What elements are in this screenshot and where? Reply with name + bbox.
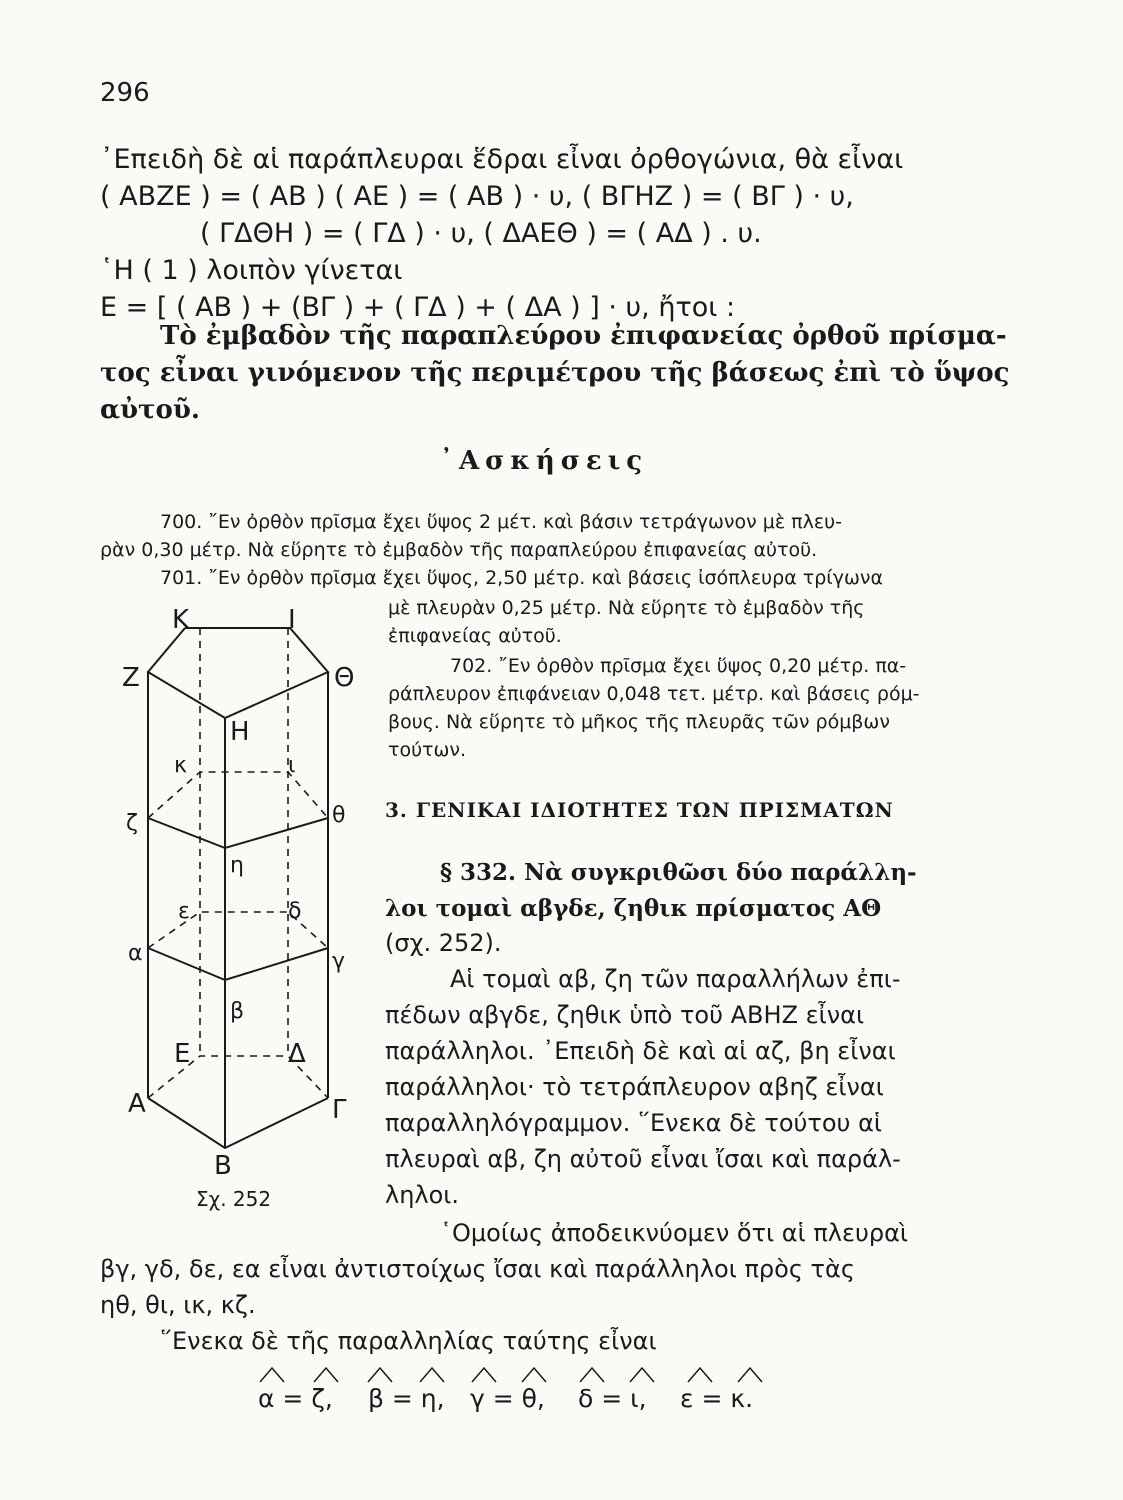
label-i: ι [288,753,296,778]
label-A: Α [128,1089,146,1119]
body-line: πέδων αβγδε, ζηθικ ὑπὸ τοῦ ΑΒΗΖ εἶναι [385,1001,865,1029]
label-a: α [128,941,143,966]
label-Z: Ζ [122,663,140,693]
section-upper [148,818,328,848]
exercises-heading: ᾿Ασκήσεις [440,446,649,476]
hat-mark [472,1368,496,1382]
bottom-base [148,1098,328,1148]
page-number: 296 [100,78,150,108]
exercise-line: βους. Νὰ εὕρητε τὸ μῆκος τῆς πλευρᾶς τῶν ρόμβων [388,711,890,733]
label-B: Β [214,1151,232,1181]
hat-mark [314,1368,338,1382]
section-lower [148,948,328,980]
label-g: γ [332,949,346,974]
paragraph-heading-line: § 332. Νὰ συγκριθῶσι δύο παράλλη- [440,859,917,886]
body-line: Αἱ τομαὶ αβ, ζη τῶν παραλλήλων ἐπι- [450,965,901,993]
angle-equality: β = η, [368,1384,445,1413]
hat-mark [260,1368,284,1382]
label-z: ζ [126,811,138,836]
exercise-line: 701. ῎Εν ὀρθὸν πρῖσμα ἔχει ὕψος, 2,50 μέτρ. καὶ βάσεις ἰσόπλευρα τρίγωνα [160,567,884,589]
angle-equality: δ = ι, [578,1384,647,1413]
hat-mark [688,1368,712,1382]
hat-mark [420,1368,444,1382]
prism-figure [110,600,380,1220]
angle-equality: α = ζ, [258,1384,333,1413]
theorem-line: τος εἶναι γινόμενον τῆς περιμέτρου τῆς βάσεως ἐπὶ τὸ ὕψος [100,358,1010,388]
label-d: δ [288,899,302,924]
label-eta: η [230,853,244,878]
intro-line: ( ΓΔΘΗ ) = ( ΓΔ ) · υ, ( ΔΑΕΘ ) = ( ΑΔ ) . υ. [200,218,762,249]
theorem-statement [100,318,1009,429]
label-D: Δ [288,1039,306,1069]
top-base [148,628,328,718]
label-k: κ [174,753,187,778]
intro-line: ῾Η ( 1 ) λοιπὸν γίνεται [100,255,403,286]
label-G: Γ [332,1095,347,1125]
exercise-line: ράπλευρον ἐπιφάνειαν 0,048 τετ. μέτρ. καὶ βάσεις ρόμ- [388,683,920,705]
label-Theta: Θ [334,663,355,693]
closing-line: ῞Ενεκα δὲ τῆς παραλληλίας ταύτης εἶναι [160,1327,657,1355]
exercise-line: ρὰν 0,30 μέτρ. Νὰ εὕρητε τὸ ἐμβαδὸν τῆς παραπλεύρου ἐπιφανείας αὐτοῦ. [100,539,818,561]
section-title: 3. ΓΕΝΙΚΑΙ ΙΔΙΟΤΗΤΕΣ ΤΩΝ ΠΡΙΣΜΑΤΩΝ [385,798,894,822]
paragraph-heading-line: λοι τομαὶ αβγδε, ζηθικ πρίσματος ΑΘ [385,895,882,922]
body-line: παράλληλοι. ᾿Επειδὴ δὲ καὶ αἱ αζ, βη εἶναι [385,1037,896,1065]
intro-line: ( ΑΒΖΕ ) = ( ΑΒ ) ( ΑΕ ) = ( ΑΒ ) · υ, ( ΒΓΗΖ ) = ( ΒΓ ) · υ, [100,181,854,212]
body-line: παραλληλόγραμμον. ῞Ενεκα δὲ τούτου αἱ [385,1109,883,1137]
exercise-line: ἐπιφανείας αὐτοῦ. [388,625,562,647]
exercise-line: μὲ πλευρὰν 0,25 μέτρ. Νὰ εὕρητε τὸ ἐμβαδὸν τῆς [388,597,865,619]
closing-line: ηθ, θι, ικ, κζ. [100,1291,256,1319]
body-line: παράλληλοι· τὸ τετράπλευρον αβηζ εἶναι [385,1073,884,1101]
hat-mark [368,1368,392,1382]
hat-mark [738,1368,762,1382]
closing-line: ῾Ομοίως ἀποδεικνύομεν ὅτι αἱ πλευραὶ [440,1219,909,1247]
theorem-line: αὐτοῦ. [100,395,200,425]
label-b: β [230,999,245,1024]
label-E: Ε [174,1039,191,1069]
hidden-section-upper [148,772,328,818]
angle-hats [250,1352,970,1392]
closing-line: βγ, γδ, δε, εα εἶναι ἀντιστοίχως ἴσαι καὶ παράλληλοι πρὸς τὰς [100,1255,855,1283]
label-I: Ι [288,605,296,635]
label-K: Κ [172,605,190,635]
hat-mark [522,1368,546,1382]
figure-caption: Σχ. 252 [196,1187,272,1211]
body-line: ληλοι. [385,1181,460,1209]
hat-mark [630,1368,654,1382]
angle-equality: ε = κ. [680,1384,754,1413]
body-line: πλευραὶ αβ, ζη αὐτοῦ εἶναι ἴσαι καὶ παράλ- [385,1145,901,1173]
exercise-line: 702. ῎Εν ὀρθὸν πρῖσμα ἔχει ὕψος 0,20 μέτρ. πα- [450,655,907,677]
label-e: ε [178,899,190,924]
theorem-line: Τὸ ἐμβαδὸν τῆς παραπλεύρου ἐπιφανείας ὀρθοῦ πρίσμα- [160,321,1007,351]
intro-line: ᾿Επειδὴ δὲ αἱ παράπλευραι ἕδραι εἶναι ὀρθογώνια, θὰ εἶναι [100,144,904,175]
paragraph-heading-line: (σχ. 252). [385,929,502,957]
label-H: Η [230,717,250,747]
angle-equality: γ = θ, [470,1384,545,1413]
exercise-line: 700. ῎Εν ὀρθὸν πρῖσμα ἔχει ὕψος 2 μέτ. καὶ βάσιν τετράγωνον μὲ πλευ- [160,511,842,533]
intro-line: Ε = [ ( ΑΒ ) + (ΒΓ ) + ( ΓΔ ) + ( ΔΑ ) ] · υ, ἤτοι : [100,292,736,323]
exercise-line: τούτων. [388,739,467,761]
label-th: θ [332,803,346,828]
hat-mark [580,1368,604,1382]
